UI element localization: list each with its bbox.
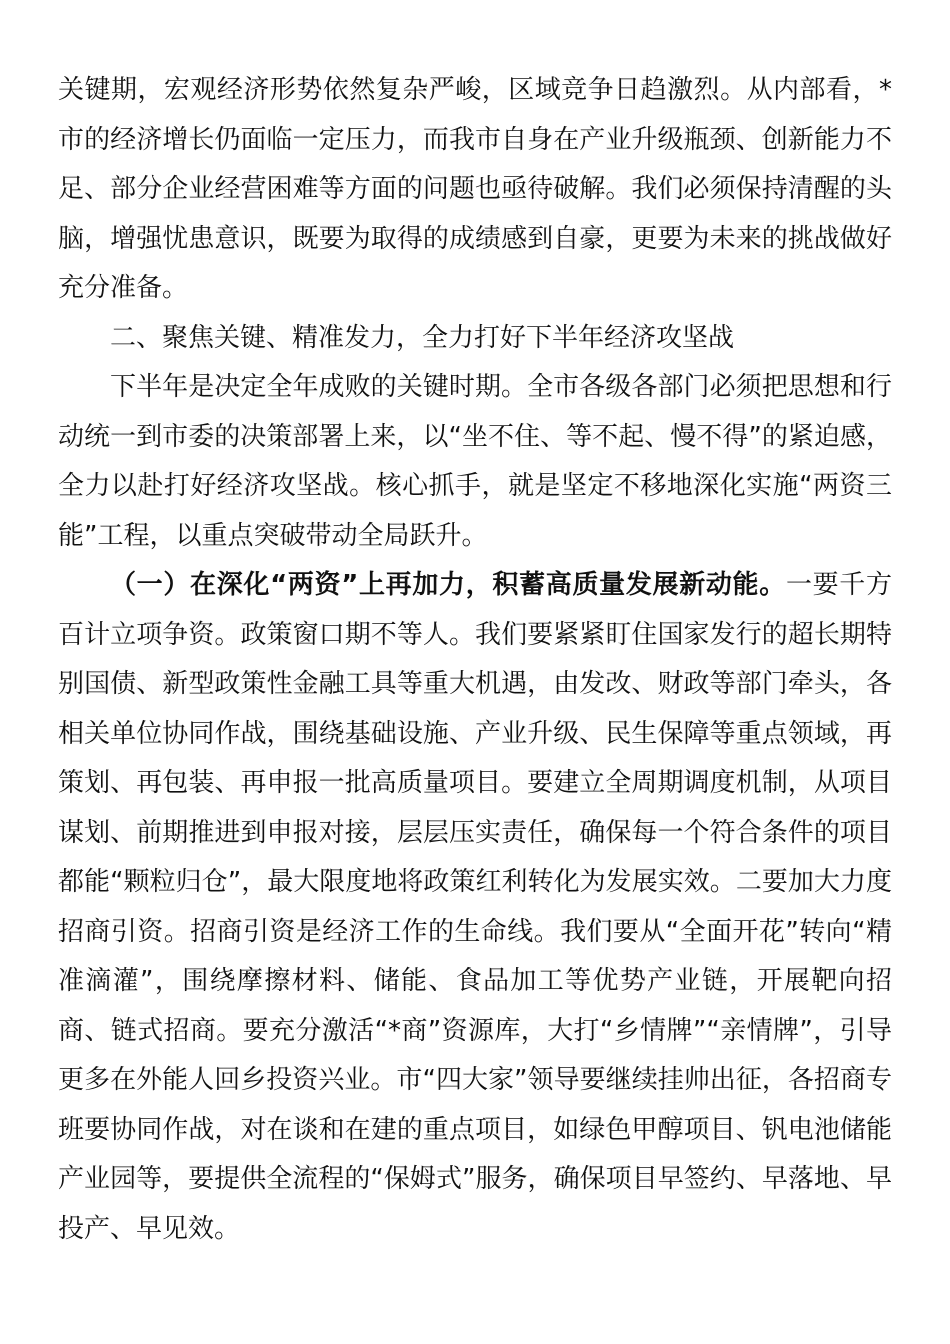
paragraph-subsection-one [58,561,892,1254]
paragraph-text: 下半年是决定全年成败的关键时期。全市各级各部门必须把思想和行动统一到市委的决策部署上来，以“坐不住、等不起、慢不得”的紧迫感，全力以赴打好经济攻坚战。核心抓手，就是坚定不移地深化实施“两资三能”工程，以重点突破带动全局跃升。 [58,372,892,551]
paragraph-text: 一要千方百计立项争资。政策窗口期不等人。我们要紧紧盯住国家发行的超长期特别国债、新型政策性金融工具等重大机遇，由发改、财政等部门牵头，各相关单位协同作战，围绕基础设施、产业升级、民生保障等重点领域，再策划、再包装、再申报一批高质量项目。要建立全周期调度机制，从项目谋划、前期推进到申报对接，层层压实责任，确保每一个符合条件的项目都能“颗粒归仓”，最大限度地将政策红利转化为发展实效。二要加大力度招商引资。招商引资是经济工作的生命线。我们要从“全面开花”转向“精准滴灌”，围绕摩擦材料、储能、食品加工等优势产业链，开展靶向招商、链式招商。要充分激活“*商”资源库，大打“乡情牌”“亲情牌”，引导更多在外能人回乡投资兴业。市“四大家”领导要继续挂帅出征，各招商专班要协同作战，对在谈和在建的重点项目，如绿色甲醇项目、钒电池储能产业园等，要提供全流程的“保姆式”服务，确保项目早签约、早落地、早投产、早见效。 [58,570,892,1244]
paragraph-text: 关键期，宏观经济形势依然复杂严峻，区域竞争日趋激烈。从内部看，*市的经济增长仍面临一定压力，而我市自身在产业升级瓶颈、创新能力不足、部分企业经营困难等方面的问题也亟待破解。我们必须保持清醒的头脑，增强忧患意识，既要为取得的成绩感到自豪，更要为未来的挑战做好充分准备。 [58,75,892,303]
subsection-lead: （一）在深化“两资”上再加力，积蓄高质量发展新动能。 [110,570,786,600]
paragraph-intro [58,363,892,561]
section-heading-text: 二、聚焦关键、精准发力，全力打好下半年经济攻坚战 [110,322,735,353]
document-body [58,66,892,1254]
section-heading [58,314,892,364]
paragraph-continuation [58,66,892,314]
